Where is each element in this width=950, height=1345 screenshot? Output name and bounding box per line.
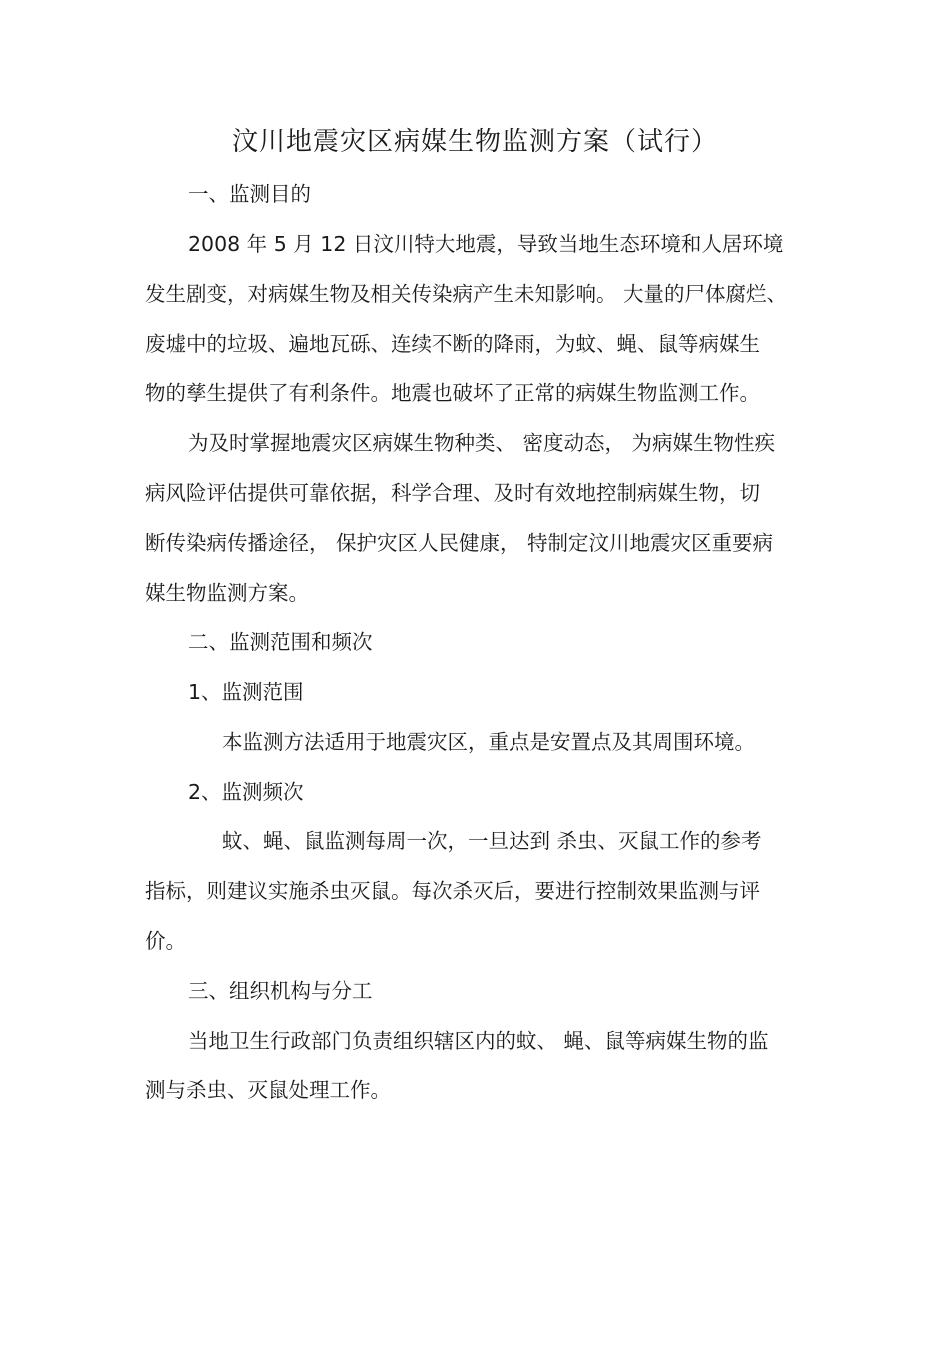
paragraph-line: 病风险评估提供可靠依据，科学合理、及时有效地控制病媒生物，切 <box>145 481 760 505</box>
paragraph-line: 指标，则建议实施杀虫灭鼠。每次杀灭后，要进行控制效果监测与评 <box>145 879 760 903</box>
paragraph-line: 物的孳生提供了有利条件。地震也破坏了正常的病媒生物监测工作。 <box>145 381 760 405</box>
paragraph-line: 本监测方法适用于地震灾区，重点是安置点及其周围环境。 <box>222 730 755 754</box>
paragraph-line: 媒生物监测方案。 <box>145 581 309 605</box>
paragraph-line: 测与杀虫、灭鼠处理工作。 <box>145 1078 391 1102</box>
section-heading-3: 三、组织机构与分工 <box>188 979 373 1003</box>
paragraph-line: 蚊、蝇、鼠监测每周一次，一旦达到 杀虫、灭鼠工作的参考 <box>222 829 762 853</box>
paragraph-line: 为及时掌握地震灾区病媒生物种类、 密度动态， 为病媒生物性疾 <box>188 431 776 455</box>
document-title: 汶川地震灾区病媒生物监测方案（试行） <box>231 127 718 157</box>
paragraph-line: 当地卫生行政部门负责组织辖区内的蚊、 蝇、鼠等病媒生物的监 <box>188 1029 769 1053</box>
paragraph-line: 发生剧变，对病媒生物及相关传染病产生未知影响。 大量的尸体腐烂、 <box>145 282 788 306</box>
paragraph-line: 2008 年 5 月 12 日汶川特大地震，导致当地生态环境和人居环境 <box>188 232 784 256</box>
paragraph-line: 价。 <box>145 929 186 953</box>
paragraph-line: 断传染病传播途径， 保护灾区人民健康， 特制定汶川地震灾区重要病 <box>145 531 774 555</box>
subsection-heading: 1、监测范围 <box>188 680 304 704</box>
section-heading-2: 二、监测范围和频次 <box>188 630 373 654</box>
section-heading-1: 一、监测目的 <box>188 182 311 206</box>
paragraph-line: 废墟中的垃圾、遍地瓦砾、连续不断的降雨，为蚊、蝇、鼠等病媒生 <box>145 332 760 356</box>
subsection-heading: 2、监测频次 <box>188 780 304 804</box>
